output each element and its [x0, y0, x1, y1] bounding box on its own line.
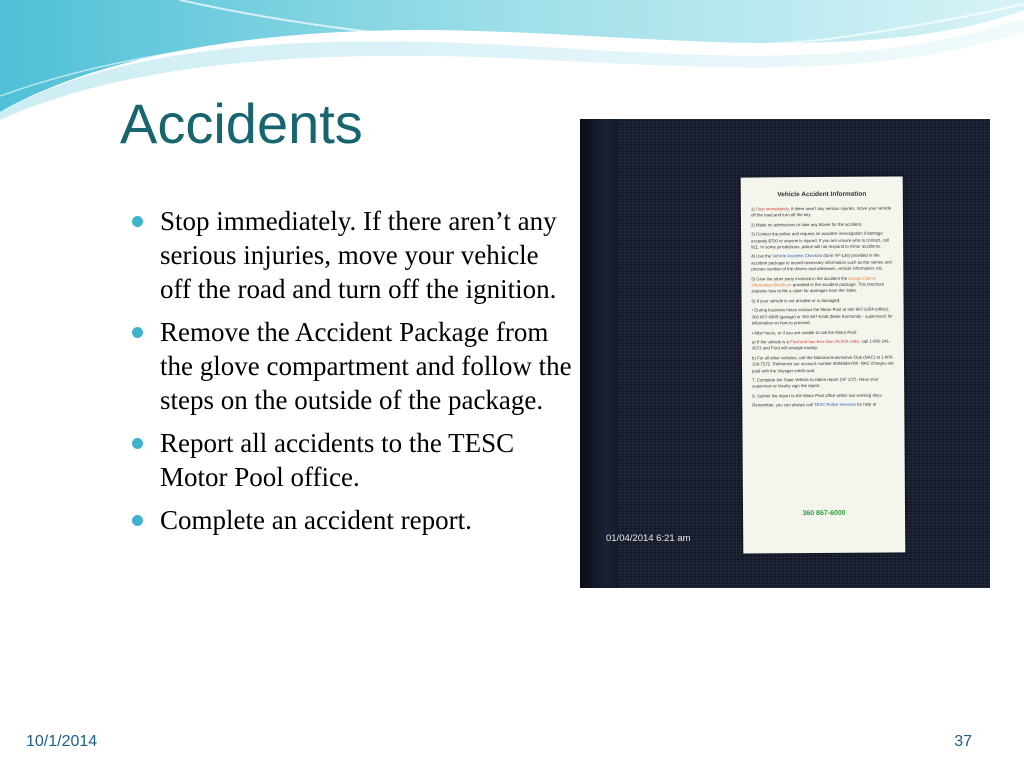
card-line: • After hours, or if you are unable to call the Motor Pool:	[751, 329, 858, 335]
card-highlight: Stop immediately.	[755, 206, 790, 212]
card-line: 2) Make no admissions or take any blame for the accident.	[751, 221, 863, 228]
card-line: 1) Stop immediately. If there aren’t any serious injuries, move your vehicle off the road and turn off the key.	[750, 205, 892, 218]
bullet-text: Complete an accident report.	[160, 505, 472, 535]
card-highlight: Ford and has less than 36,000 miles	[790, 338, 860, 345]
card-line: 8. Submit the report to the Motor Pool office within two working days	[752, 392, 882, 399]
card-line: Remember, you can always call TESC Police Services for help at	[752, 401, 877, 408]
accident-card-photo	[580, 119, 990, 588]
bullet-list	[132, 204, 572, 546]
card-line: a) If the vehicle is a Ford and has less than 36,000 miles, call 1-800 241-3673 and Ford will arrange towing.	[751, 338, 891, 351]
card-line: 6) If your vehicle is not drivable or is damaged:	[751, 297, 841, 304]
bullet-text: Stop immediately. If there aren’t any serious injuries, move your vehicle off the road and turn off the ignition.	[160, 206, 557, 304]
bullet-item	[132, 503, 572, 537]
bullet-dot-icon	[132, 327, 143, 338]
slide-title: Accidents	[120, 92, 363, 155]
bullet-text: Remove the Accident Package from the glove compartment and follow the steps on the outside of the package.	[160, 317, 572, 415]
card-line: 4) Use the Vehicle Accident Checklist (form SF-136) provided in the accident package to record necessary information such as the names and phones number of the drivers and witnesses, vehicle information, etc.	[751, 253, 892, 272]
card-line: 5) Give the other party involved in the accident the orange Claims Information Brochure provided in the accident package. This brochure explains how to file a claim for damages from the State.	[751, 275, 885, 294]
card-line: • During business hours contact the Motor Pool at 360 867-6354 (office), 360 867-6985 (garage) or 360 867-6348 (Mark Kormondy - supervisor) for information on how to proceed.	[751, 306, 893, 326]
card-body	[751, 206, 894, 410]
bullet-text: Report all accidents to the TESC Motor Pool office.	[160, 428, 515, 492]
photo-timestamp: 01/04/2014 6:21 am	[606, 533, 691, 544]
bullet-dot-icon	[132, 515, 143, 526]
card-highlight: orange Claims Information Brochure	[751, 275, 877, 288]
card-title: Vehicle Accident Information	[777, 190, 867, 199]
bullet-item	[132, 426, 572, 494]
footer-date: 10/1/2014	[26, 733, 98, 750]
card-highlight: TESC Police Services	[813, 401, 856, 408]
card-line: 3) Contact the police and request an accident investigation if damage exceeds $700 or anyone is injured. If you are unsure who to contact, call 911. In some jurisdictions, police will not respond to minor accidents.	[751, 230, 889, 250]
bullet-dot-icon	[132, 216, 143, 227]
bullet-item	[132, 204, 572, 306]
card-line: 7. Complete the State Vehicle Accident report (SF 137). Have your supervisor or faculty sign the report.	[752, 376, 879, 389]
bullet-item	[132, 315, 572, 417]
vehicle-accident-info-card	[741, 176, 906, 553]
card-highlight: Vehicle Accident Checklist	[772, 253, 823, 259]
card-phone: 360 867-6000	[802, 509, 846, 518]
page-number: 37	[954, 733, 972, 750]
photo-edge	[580, 119, 618, 588]
bullet-dot-icon	[132, 438, 143, 449]
card-line: b) For all other vehicles, call the National Automotive Club (NAC) at 1-800-328-7272. Reference our account number 8504458-000. NAC charges are paid with the Voyager credit card	[751, 354, 894, 374]
